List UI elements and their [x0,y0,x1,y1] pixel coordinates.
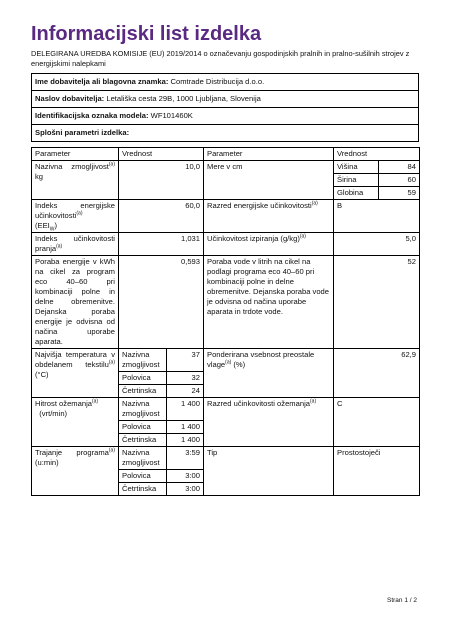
dimensions-label: Mere v cm [204,161,334,200]
spin-class-label: Razred učinkovitosti ožemanja$^{(a)}$ [204,398,334,447]
table-row [32,398,420,421]
height-value: 84 [379,161,420,174]
supplier-address-label: Naslov dobavitelja: [35,94,105,103]
duration-half-label: Polovica [119,470,167,483]
energy-consumption-label: Poraba energije v kWh na cikel za program eco 40–60 pri kombinaciji polne in delne obremenitve. Dejanska poraba energije je odvisna od načina uporabe aparata. [32,256,119,349]
max-temperature-label: Najvišja temperatura v obdelanem tekstilu$^{(a)}$ (°C) [32,349,119,398]
product-information-sheet [31,22,419,496]
energy-class-value: B [334,200,420,233]
col-header-parameter-2: Parameter [204,148,334,161]
program-duration-label: Trajanje programa$^{(a)}$ (u:min) [32,447,119,496]
spin-half-value: 1 400 [167,421,204,434]
table-row [32,349,420,372]
width-value: 60 [379,174,420,187]
duration-quarter-value: 3:00 [167,483,204,496]
energy-consumption-value: 0,593 [119,256,204,349]
spin-rated-label: Nazivna zmogljivost [119,398,167,421]
rinsing-label: Učinkovitost izpiranja $(g/kg)^{(a)}$ [204,233,334,256]
energy-class-label: Razred energijske učinkovitosti$^{(a)}$ [204,200,334,233]
parameters-table [31,147,420,496]
duration-rated-value: 3:59 [167,447,204,470]
water-consumption-label: Poraba vode v litrih na cikel na podlagi programa eco 40–60 pri kombinaciji polne in delne obremenitve. Dejanska poraba vode je odvisna od načina uporabe aparata in trdote vode. [204,256,334,349]
temp-rated-value: 37 [167,349,204,372]
duration-rated-label: Nazivna zmogljivost [119,447,167,470]
model-id-label: Identifikacijska oznaka modela: [35,111,149,120]
spin-speed-label: Hitrost ožemanja$^{(a)}$ (vrt/min) [32,398,119,447]
residual-moisture-value: 62,9 [334,349,420,398]
type-value: Prostostoječi [334,447,420,496]
spin-quarter-value: 1 400 [167,434,204,447]
document-title: Informacijski list izdelka [31,23,262,45]
model-id-value: WF101460K [150,111,193,120]
rated-capacity-value: 10,0 [119,161,204,200]
regulation-subtitle: DELEGIRANA UREDBA KOMISIJE (EU) 2019/2014 o označevanju gospodinjskih pralnih in pralno-sušilnih strojev z energijskimi nalepkami [31,49,410,68]
table-row [32,447,420,470]
page-number: Stran 1 / 2 [387,597,417,604]
rinsing-value: 5,0 [334,233,420,256]
spin-rated-value: 1 400 [167,398,204,421]
supplier-address-row [32,90,418,107]
col-header-parameter: Parameter [32,148,119,161]
width-label: Širina [334,174,379,187]
spin-class-value: C [334,398,420,447]
col-header-value: Vrednost [119,148,204,161]
duration-quarter-label: Četrtinska [119,483,167,496]
depth-value: 59 [379,187,420,200]
supplier-box [31,73,419,142]
supplier-name-label: Ime dobavitelja ali blagovna znamka: [35,77,169,86]
col-header-value-2: Vrednost [334,148,420,161]
residual-moisture-label: Ponderirana vsebnost preostale vlage$^{(a)}$ (%) [204,349,334,398]
temp-half-value: 32 [167,372,204,385]
spin-half-label: Polovica [119,421,167,434]
eei-label: Indeks energijske učinkovitosti$^{(a)}$ $(EEI_W)$ [32,200,119,233]
type-label: Tip [204,447,334,496]
eei-value: 60,0 [119,200,204,233]
table-header-row [32,148,420,161]
supplier-name-row [32,74,418,90]
duration-half-value: 3:00 [167,470,204,483]
general-parameters-heading: Splošni parametri izdelka: [32,124,418,141]
table-row [32,256,420,349]
temp-quarter-label: Četrtinska [119,385,167,398]
washing-index-label: Indeks učinkovitosti pranja$^{(a)}$ [32,233,119,256]
washing-index-value: 1,031 [119,233,204,256]
table-row [32,161,420,174]
supplier-address-value: Letališka cesta 29B, 1000 Ljubljana, Slovenija [106,94,261,103]
rated-capacity-label: Nazivna zmogljivost$^{(a)}$ kg [32,161,119,200]
model-id-row [32,107,418,124]
table-row [32,200,420,233]
height-label: Višina [334,161,379,174]
supplier-name-value: Comtrade Distribucija d.o.o. [170,77,265,86]
temp-rated-label: Nazivna zmogljivost [119,349,167,372]
spin-quarter-label: Četrtinska [119,434,167,447]
temp-half-label: Polovica [119,372,167,385]
depth-label: Globina [334,187,379,200]
temp-quarter-value: 24 [167,385,204,398]
water-consumption-value: 52 [334,256,420,349]
table-row [32,233,420,256]
